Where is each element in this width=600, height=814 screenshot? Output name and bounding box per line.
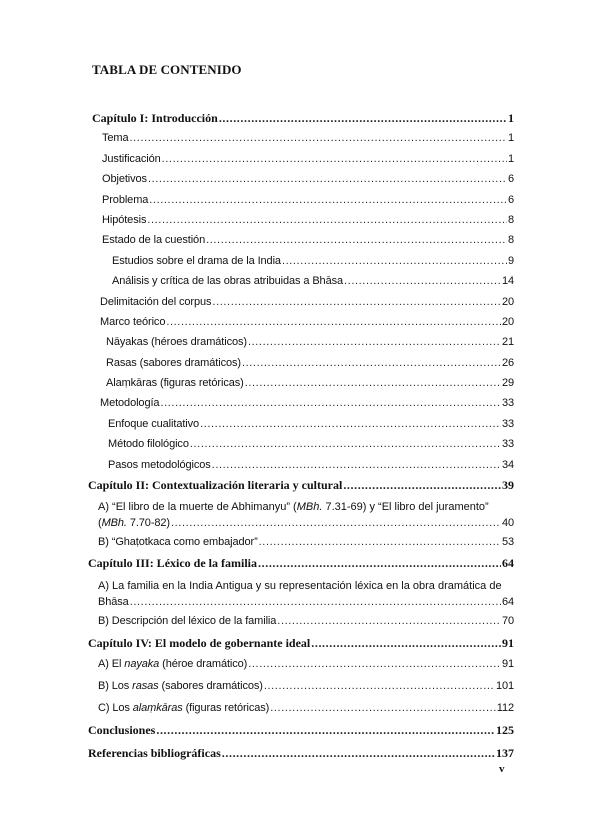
- toc-entry[interactable]: [88, 495, 514, 531]
- toc-entry-label: Hipótesis: [102, 213, 147, 226]
- dot-leader: [212, 455, 501, 475]
- dot-leader: [242, 353, 501, 373]
- dot-leader: [219, 108, 507, 128]
- toc-entry[interactable]: [88, 574, 514, 610]
- toc-entry-page: 137: [496, 746, 514, 761]
- toc-entry-label: B) Los rasas (sabores dramáticos): [98, 680, 263, 693]
- toc-entry-label: Capítulo I: Introducción: [92, 110, 218, 125]
- toc-entry-label: A) El nayaka (héroe dramático): [98, 658, 248, 671]
- dot-leader: [171, 515, 501, 531]
- toc-entry[interactable]: [88, 653, 514, 675]
- toc-entry-label: Capítulo III: Léxico de la familia: [88, 556, 258, 571]
- dot-leader: [259, 531, 501, 553]
- dot-leader: [248, 332, 501, 352]
- toc-entry[interactable]: [88, 697, 514, 719]
- toc-entry-label-line-1: A) La familia en la India Antigua y su representación léxica en la obra dramática de: [98, 579, 502, 592]
- toc-entry-references[interactable]: [88, 742, 514, 765]
- toc-entry-page: 112: [496, 702, 514, 715]
- toc-entry-page: 6: [507, 173, 514, 186]
- toc-entry-label: Rasas (sabores dramáticos): [106, 356, 241, 369]
- toc-entry-conclusions[interactable]: [88, 719, 514, 742]
- dot-leader: [212, 292, 501, 312]
- toc-entry-page: 20: [501, 315, 514, 328]
- dot-leader: [160, 393, 501, 413]
- toc-entry[interactable]: [88, 230, 514, 250]
- toc-entry[interactable]: [88, 292, 514, 312]
- toc-entry-page: 64: [501, 595, 514, 608]
- toc-entry-label: B) “Ghaṭotkaca como embajador”: [98, 536, 258, 549]
- toc-entry-label-line-2: Bhāsa: [98, 595, 129, 608]
- dot-leader: [156, 719, 495, 742]
- toc-entry-page: 39: [502, 478, 514, 493]
- toc-entry-page: 33: [501, 397, 514, 410]
- toc-entry-page: 70: [501, 614, 514, 627]
- dot-leader: [343, 475, 501, 495]
- toc-entry-chapter-2[interactable]: [88, 475, 514, 495]
- page-title: TABLA DE CONTENIDO: [92, 62, 242, 77]
- toc-entry-label: Objetivos: [102, 173, 147, 186]
- toc-entry[interactable]: [88, 353, 514, 373]
- toc-entry-page: 8: [507, 234, 514, 247]
- toc-entry[interactable]: [88, 190, 514, 210]
- toc-entry-chapter-4[interactable]: [88, 633, 514, 653]
- toc-entry-label: Método filológico: [108, 438, 189, 451]
- toc-entry-page: 20: [501, 295, 514, 308]
- toc-entry-page: 1: [507, 152, 514, 165]
- toc-entry-label: Estado de la cuestión: [102, 234, 206, 247]
- dot-leader: [149, 190, 507, 210]
- table-of-contents: [88, 108, 514, 765]
- toc-entry-page: 34: [501, 458, 514, 471]
- toc-entry-page: 29: [501, 377, 514, 390]
- toc-entry-page: 125: [496, 723, 514, 738]
- toc-entry-label: Nāyakas (héroes dramáticos): [106, 336, 247, 349]
- toc-entry-label: Tema: [102, 132, 129, 145]
- toc-entry[interactable]: [88, 455, 514, 475]
- toc-entry[interactable]: [88, 675, 514, 697]
- toc-entry[interactable]: [88, 149, 514, 169]
- toc-entry-label: Enfoque cualitativo: [108, 417, 200, 430]
- toc-entry[interactable]: [88, 251, 514, 271]
- toc-entry-page: 33: [501, 438, 514, 451]
- dot-leader: [270, 697, 496, 719]
- dot-leader: [258, 553, 501, 573]
- toc-entry-page: 64: [502, 556, 514, 571]
- toc-entry-page: 91: [502, 635, 514, 650]
- dot-leader: [311, 633, 501, 653]
- toc-entry-label: Referencias bibliográficas: [88, 746, 221, 761]
- toc-entry[interactable]: [88, 610, 514, 633]
- toc-entry[interactable]: [88, 210, 514, 230]
- dot-leader: [222, 742, 495, 765]
- toc-entry-page: 33: [501, 417, 514, 430]
- toc-entry-label-line-2: (MBh. 7.70-82): [98, 517, 170, 530]
- dot-leader: [248, 653, 501, 675]
- toc-entry[interactable]: [88, 414, 514, 434]
- toc-entry[interactable]: [88, 393, 514, 413]
- toc-entry-page: 14: [501, 275, 514, 288]
- toc-entry[interactable]: [88, 271, 514, 291]
- dot-leader: [277, 610, 501, 633]
- toc-entry-label: Alaṃkāras (figuras retóricas): [106, 377, 244, 390]
- toc-entry[interactable]: [88, 373, 514, 393]
- toc-entry-chapter-1[interactable]: [88, 108, 514, 128]
- toc-entry-page: 6: [507, 193, 514, 206]
- toc-entry-label: Análisis y crítica de las obras atribuidas a Bhāsa: [112, 275, 344, 288]
- toc-entry[interactable]: [88, 128, 514, 148]
- dot-leader: [206, 230, 507, 250]
- toc-entry-label: Estudios sobre el drama de la India: [112, 254, 281, 267]
- toc-entry-label: Marco teórico: [100, 315, 166, 328]
- toc-entry-label: Justificación: [102, 152, 161, 165]
- dot-leader: [162, 149, 507, 169]
- toc-entry[interactable]: [88, 332, 514, 352]
- toc-entry-label: Metodología: [100, 397, 160, 410]
- toc-entry-label: Capítulo IV: El modelo de gobernante ideal: [88, 635, 311, 650]
- toc-entry-page: 1: [507, 132, 514, 145]
- toc-entry-page: 9: [507, 254, 514, 267]
- toc-entry-page: 91: [501, 658, 514, 671]
- toc-entry-page: 53: [501, 536, 514, 549]
- toc-entry-label-line-1: A) “El libro de la muerte de Abhimanyu” (MBh. 7.31-69) y “El libro del juramento”: [98, 501, 489, 514]
- dot-leader: [190, 434, 501, 454]
- toc-entry-label: Capítulo II: Contextualización literaria y cultural: [88, 478, 343, 493]
- toc-entry-label: B) Descripción del léxico de la familia: [98, 614, 277, 627]
- toc-entry-label: Pasos metodológicos: [108, 458, 211, 471]
- toc-entry-page: 40: [501, 517, 514, 530]
- dot-leader: [130, 594, 501, 610]
- toc-entry[interactable]: [88, 312, 514, 332]
- toc-entry-page: 1: [508, 110, 514, 125]
- toc-entry-page: 8: [507, 213, 514, 226]
- toc-entry-label: Conclusiones: [88, 723, 156, 738]
- dot-leader: [147, 210, 507, 230]
- dot-leader: [344, 271, 501, 291]
- dot-leader: [166, 312, 501, 332]
- toc-entry-label: C) Los alaṃkāras (figuras retóricas): [98, 702, 270, 715]
- toc-entry-label: Problema: [102, 193, 149, 206]
- dot-leader: [200, 414, 501, 434]
- dot-leader: [148, 169, 507, 189]
- toc-entry[interactable]: [88, 169, 514, 189]
- toc-entry-page: 21: [501, 336, 514, 349]
- dot-leader: [245, 373, 501, 393]
- toc-entry[interactable]: [88, 434, 514, 454]
- toc-entry-chapter-3[interactable]: [88, 553, 514, 573]
- toc-entry[interactable]: [88, 531, 514, 553]
- dot-leader: [282, 251, 507, 271]
- dot-leader: [264, 675, 495, 697]
- dot-leader: [130, 128, 507, 148]
- toc-entry-page: 101: [495, 680, 514, 693]
- page-number: v: [499, 763, 505, 775]
- toc-entry-page: 26: [501, 356, 514, 369]
- toc-entry-label: Delimitación del corpus: [100, 295, 212, 308]
